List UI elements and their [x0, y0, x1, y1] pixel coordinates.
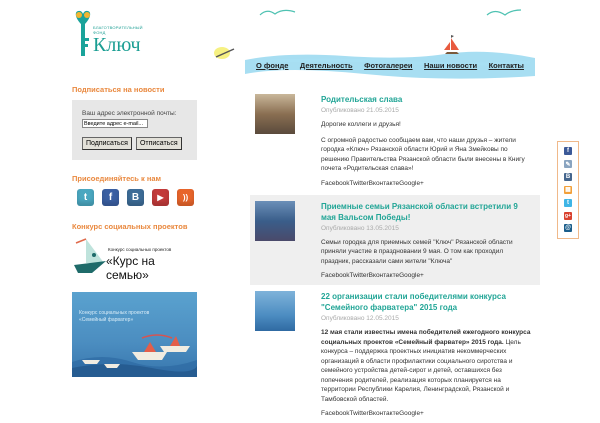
kurs-na-semyu-banner[interactable] [72, 237, 197, 282]
odnoklassniki-icon[interactable]: ▦ [565, 187, 571, 194]
social-icons [77, 189, 202, 206]
twitter-icon[interactable]: t [77, 189, 94, 206]
contest-title: Конкурс социальных проектов [72, 222, 188, 231]
news-item [250, 195, 540, 286]
vkontakte-icon[interactable]: В [565, 174, 571, 181]
news-text: 12 мая стали известны имена победителей ежегодного конкурса социальных проектов «Семейный фарватер» 2015 года. Цель конкурса – поддержка проектных инициатив некоммерческих организаций в области профилактики социального сиротства и семейного устройства детей-сирот и детей, оставшихся без попечения родителей, реализация которых планируется на территории Республики Карелия, Ленинградской, Рязанской и Тамбовской областей. [321, 329, 531, 403]
logo[interactable] [72, 8, 142, 60]
sailboat-icon [72, 237, 106, 282]
news-title[interactable]: 22 организации стали победителями конкурса "Семейного фарватера" 2015 года [321, 292, 506, 312]
subscribe-button[interactable]: Подписаться [82, 137, 132, 150]
news-thumbnail[interactable] [255, 94, 295, 134]
news-title[interactable]: Родительская слава [321, 95, 403, 104]
banner1-title: «Курс на семью» [106, 254, 155, 282]
seagull-icon [487, 10, 521, 15]
banner2-text: Конкурс социальных проектов «Семейный фарватер» [79, 310, 150, 323]
paper-boats-illustration [72, 332, 197, 377]
facebook-icon[interactable]: f [564, 147, 572, 155]
nav-item-activity[interactable]: Деятельность [299, 60, 353, 70]
rss-icon[interactable]: )) [177, 189, 194, 206]
news-list [250, 88, 540, 423]
news-item [250, 285, 540, 423]
facebook-icon[interactable]: f [102, 189, 119, 206]
share-links[interactable]: FacebookTwitterВконтактеGoogle+ [321, 179, 424, 187]
join-title: Присоединяйтесь к нам [72, 174, 162, 183]
news-thumbnail[interactable] [255, 291, 295, 331]
news-date: Опубликовано 12.05.2015 [321, 315, 399, 322]
news-date: Опубликовано 13.05.2015 [321, 224, 399, 232]
nav-item-about[interactable]: О фонде [256, 60, 289, 70]
youtube-icon[interactable]: ▶ [152, 189, 169, 206]
floating-share-bar [557, 141, 579, 239]
share-links[interactable]: FacebookTwitterВконтактеGoogle+ [321, 272, 424, 279]
sidebar [72, 85, 202, 377]
news-item [250, 88, 540, 193]
logo-name: Ключ [93, 34, 141, 56]
nav-item-galleries[interactable]: Фотогалереи [364, 60, 413, 70]
nav-item-contacts[interactable]: Контакты [488, 60, 524, 70]
subscribe-form [72, 100, 197, 160]
subscribe-title: Подписаться на новости [72, 85, 165, 94]
logo-subtitle: БЛАГОТВОРИТЕЛЬНЫЙ ФОНД [93, 25, 143, 35]
share-links[interactable]: FacebookTwitterВконтактеGoogle+ [321, 410, 424, 417]
mailru-icon[interactable]: @ [565, 225, 571, 232]
unsubscribe-button[interactable]: Отписаться [136, 137, 182, 150]
news-date: Опубликовано 21.05.2015 [321, 107, 399, 114]
boat-icon [445, 52, 459, 54]
semeyny-farvater-banner[interactable] [72, 292, 197, 377]
seagull-icon [260, 10, 295, 15]
email-label: Ваш адрес электронной почты: [82, 110, 177, 117]
livejournal-icon[interactable]: ✎ [565, 161, 571, 168]
google-plus-icon[interactable]: g+ [565, 212, 571, 219]
banner1-subtitle: Конкурс социальных проектов [108, 247, 172, 252]
key-logo-icon [72, 8, 94, 60]
dragonfly-icon [212, 44, 238, 62]
main-nav [250, 55, 530, 75]
news-title[interactable]: Приемные семьи Рязанской области встретили 9 мая Вальсом Победы! [321, 201, 518, 222]
twitter-icon[interactable]: t [564, 199, 572, 207]
news-thumbnail[interactable] [255, 201, 295, 241]
news-text: Дорогие коллеги и друзья! [321, 121, 401, 128]
email-input[interactable] [82, 119, 148, 128]
news-text: С огромной радостью сообщаем вам, что наши друзья – жители городка «Ключ» Рязанской области Юрий и Яна Змейковы по решению Правительства Рязанской области были внесены в Книгу почета «Родительская слава»! [321, 136, 525, 172]
nav-item-news[interactable]: Наши новости [424, 60, 478, 70]
news-text: Семьи городка для приемных семей "Ключ" Рязанской области приняли участие в праздновании 9 мая. О том как проходил праздник, рассказали сами жители "Ключа" [321, 238, 513, 265]
vkontakte-icon[interactable]: В [127, 189, 144, 206]
